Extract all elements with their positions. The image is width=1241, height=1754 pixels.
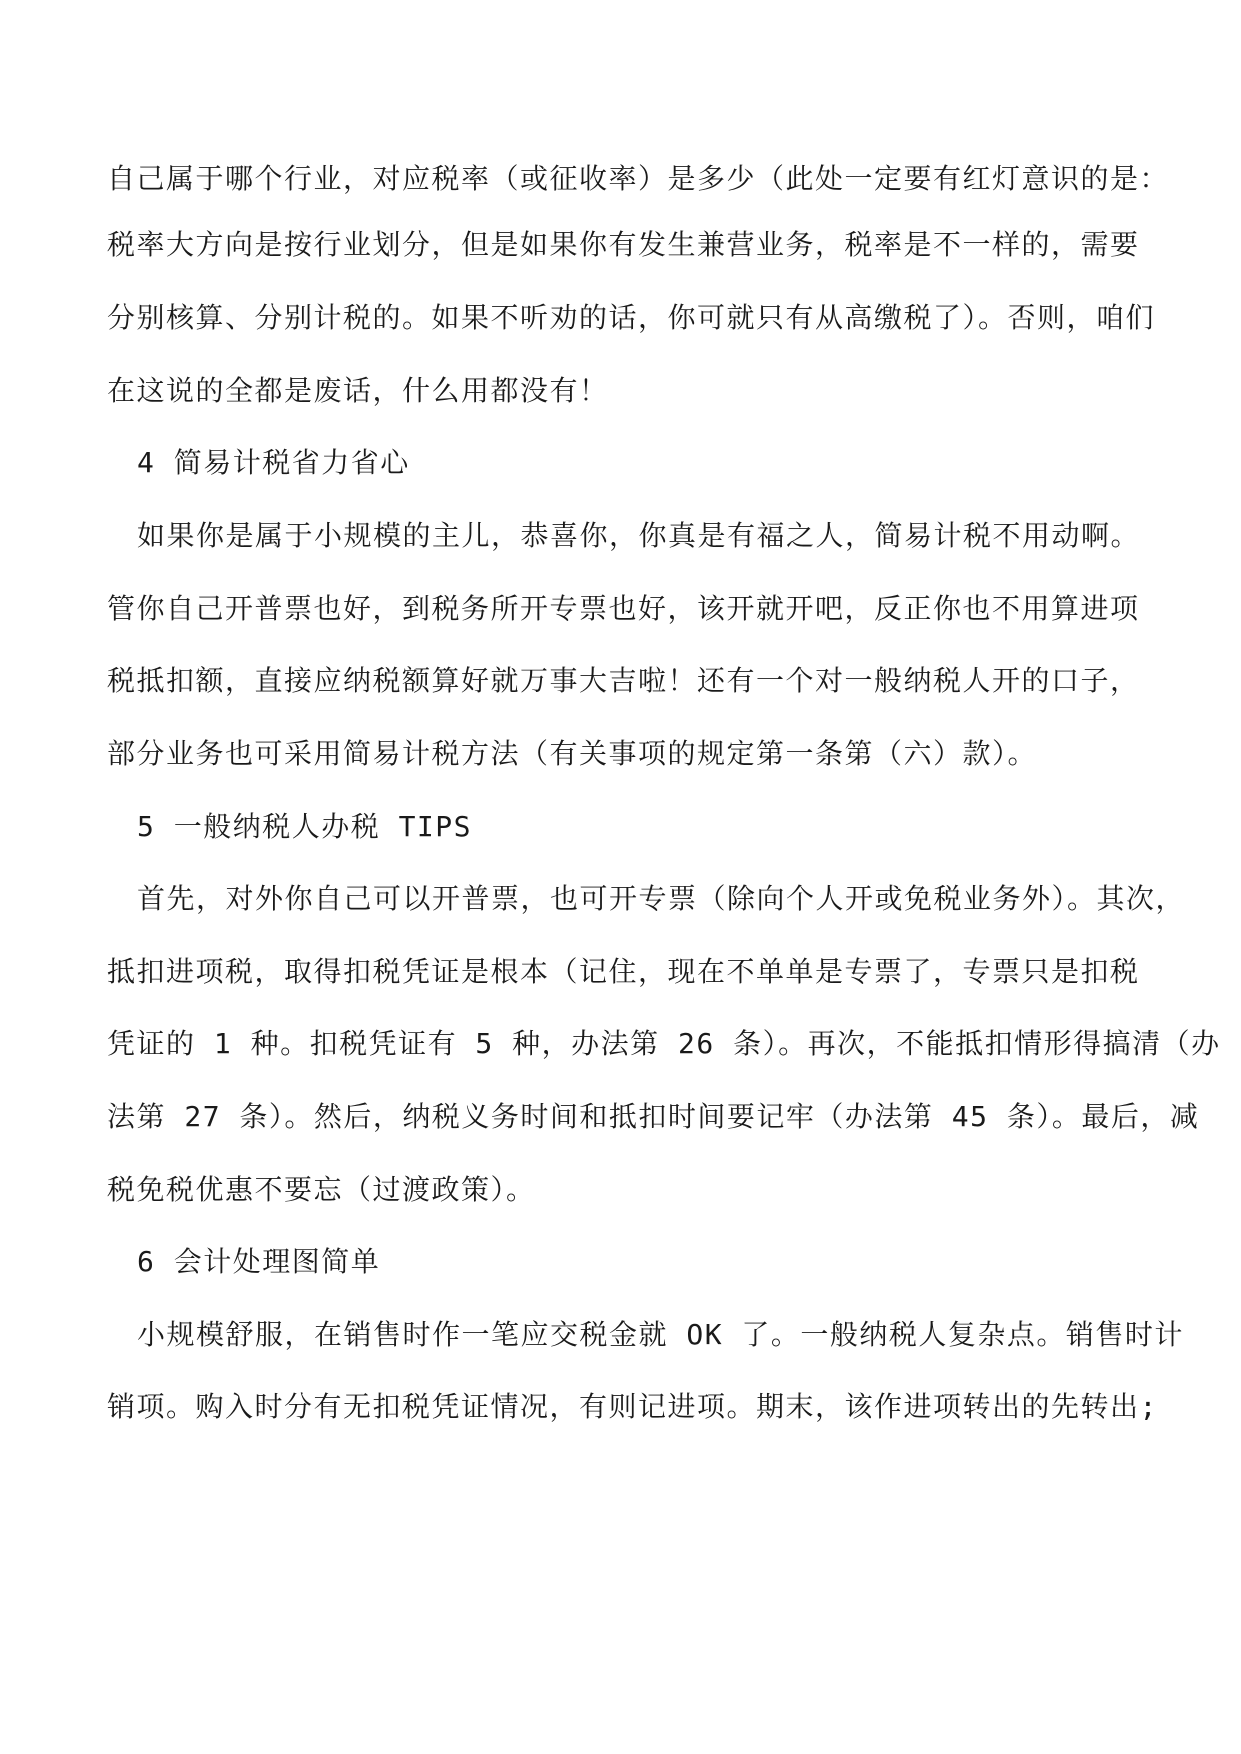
section-heading: 4 简易计税省力省心 xyxy=(137,446,410,479)
text-line: 抵扣进项税，取得扣税凭证是根本（记住，现在不单单是专票了，专票只是扣税 xyxy=(107,955,1140,988)
text-line: 如果你是属于小规模的主儿，恭喜你，你真是有福之人，简易计税不用动啊。 xyxy=(137,519,1141,552)
section-heading: 5 一般纳税人办税 TIPS xyxy=(137,810,473,843)
text-line: 首先，对外你自己可以开普票，也可开专票（除向个人开或免税业务外）。其次， xyxy=(137,882,1186,915)
text-line: 凭证的 1 种。扣税凭证有 5 种，办法第 26 条）。再次，不能抵扣情形得搞清（办 xyxy=(107,1027,1221,1060)
text-line: 税抵扣额，直接应纳税额算好就万事大吉啦！还有一个对一般纳税人开的口子， xyxy=(107,664,1140,697)
text-line: 管你自己开普票也好，到税务所开专票也好，该开就开吧，反正你也不用算进项 xyxy=(107,592,1140,625)
text-line: 部分业务也可采用简易计税方法（有关事项的规定第一条第（六）款）。 xyxy=(107,737,1038,770)
text-line: 销项。购入时分有无扣税凭证情况，有则记进项。期末，该作进项转出的先转出; xyxy=(107,1390,1158,1423)
text-line: 税免税优惠不要忘（过渡政策）。 xyxy=(107,1173,536,1206)
section-heading: 6 会计处理图简单 xyxy=(137,1245,381,1278)
text-line: 税率大方向是按行业划分，但是如果你有发生兼营业务，税率是不一样的，需要 xyxy=(107,228,1140,261)
text-line: 在这说的全都是废话，什么用都没有！ xyxy=(107,374,609,407)
text-line: 分别核算、分别计税的。如果不听劝的话，你可就只有从高缴税了）。否则，咱们 xyxy=(107,301,1156,334)
text-line: 小规模舒服，在销售时作一笔应交税金就 OK 了。一般纳税人复杂点。销售时计 xyxy=(137,1318,1184,1351)
text-line: 法第 27 条）。然后，纳税义务时间和抵扣时间要记牢（办法第 45 条）。最后，减 xyxy=(107,1100,1200,1133)
text-line: 自己属于哪个行业，对应税率（或征收率）是多少（此处一定要有红灯意识的是： xyxy=(107,162,1170,195)
